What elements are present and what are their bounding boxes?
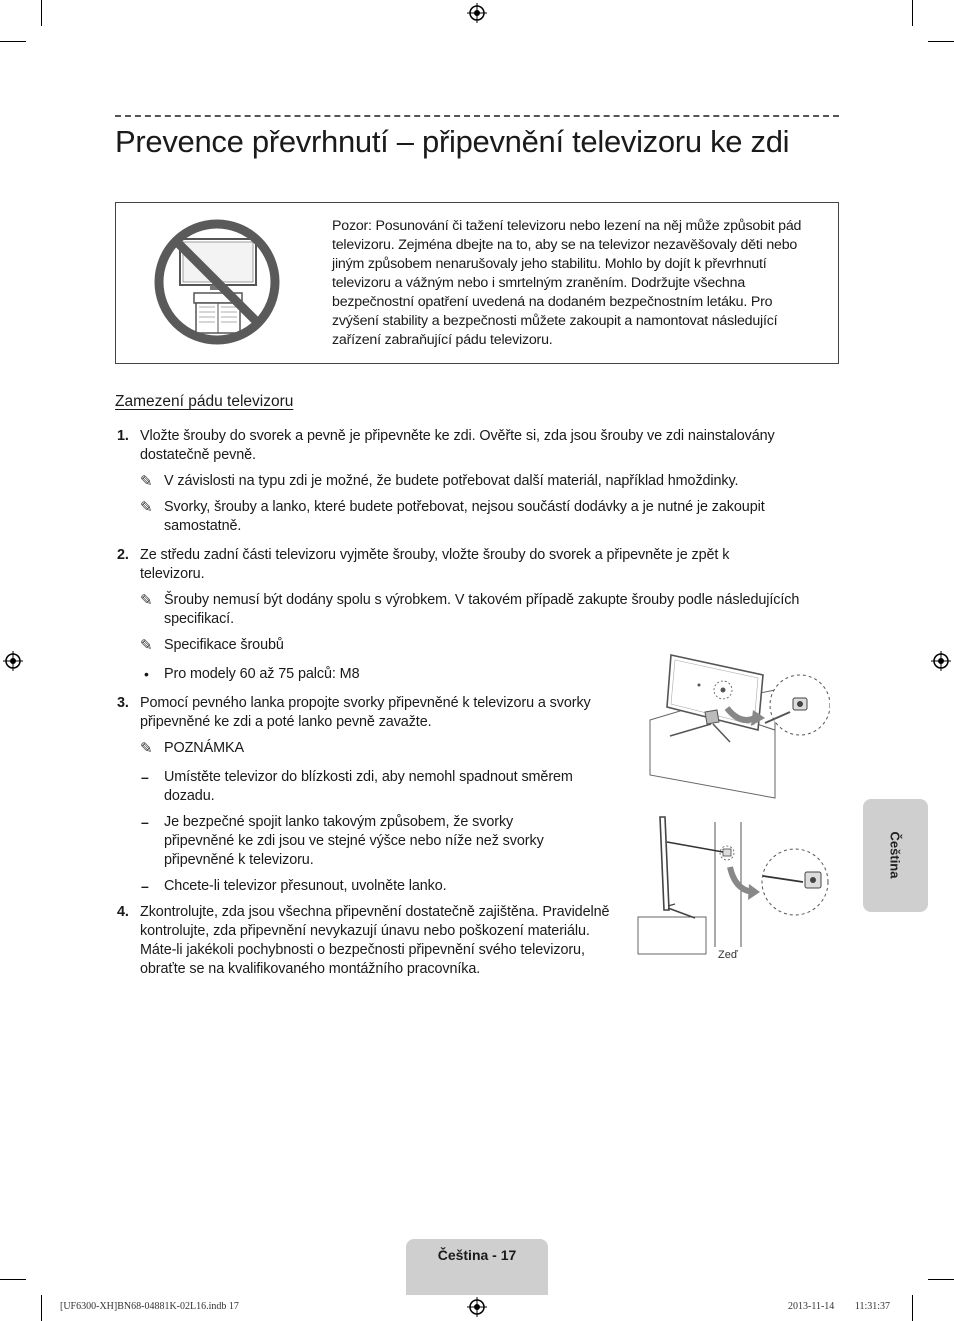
title-rule [115, 115, 839, 117]
bullet-text: Pro modely 60 až 75 palců: M8 [164, 666, 360, 682]
step-text: Zkontrolujte, zda jsou všechna připevnění dostatečně zajištěna. Pravidelně kontrolujte, zda připevnění nevykazují únavu nebo poškození materiálu. Máte-li jakékoli pochybnosti o bezpečnosti připevnění svého televizoru, obraťte se na kvalifikovaného montážního pracovníka. [140, 904, 610, 977]
tv-clamp-illustration [645, 650, 830, 800]
step-number: 1. [117, 428, 129, 444]
bullet-icon: • [144, 666, 149, 682]
page-number: Čeština - 17 [437, 1247, 517, 1263]
dash-text: Je bezpečné spojit lanko takovým způsobem, že svorky připevněné ke zdi jsou ve stejné výšce nebo níže než svorky připevněné k televizoru. [164, 814, 544, 868]
warning-text: Pozor: Posunování či tažení televizoru nebo lezení na něj může způsobit pád televizoru. Zejména dbejte na to, aby se na televizor nezavěšovaly děti nebo jiným způsobem nenarušovaly jeho stabilitu. Mohlo by dojít k převrhnutí televizoru a vážným nebo i smrtelným zraněním. Dodržujte všechna bezpečnostní opatření uvedená na dodaném bezpečnostním letáku. Pro zvýšení stability a bezpečnosti můžete zakoupit a namontovat následující zařízení zabraňující pádu televizoru. [332, 218, 802, 348]
dash-icon: – [141, 878, 149, 894]
note-icon: ✎ [140, 499, 153, 516]
crop-mark [928, 41, 954, 42]
dash-icon: – [141, 769, 149, 785]
tv-wall-side-illustration [635, 812, 830, 957]
registration-mark-icon [467, 3, 487, 23]
section-heading: Zamezení pádu televizoru [115, 393, 294, 410]
imprint-date: 2013-11-14 ￿￿ 11:31:37 [788, 1301, 891, 1312]
step-text: Pomocí pevného lanka propojte svorky připevněné k televizoru a svorky připevněné ke zdi a poté lanko pevně zavažte. [140, 695, 591, 730]
dash-text: Umístěte televizor do blízkosti zdi, aby nemohl spadnout směrem dozadu. [164, 769, 573, 804]
note-icon: ✎ [140, 740, 153, 757]
note-icon: ✎ [140, 637, 153, 654]
note-label: POZNÁMKA [164, 740, 244, 756]
wall-label: Zeď [718, 949, 738, 961]
step-number: 4. [117, 904, 129, 920]
crop-mark [41, 1295, 42, 1321]
step-text: Ze středu zadní části televizoru vyjměte šrouby, vložte šrouby do svorek a připevněte je zpět k televizoru. [140, 547, 730, 582]
crop-mark [0, 41, 26, 42]
side-tab-label: Čeština [887, 831, 903, 879]
note-icon: ✎ [140, 592, 153, 609]
crop-mark [912, 0, 913, 26]
registration-mark-icon [3, 651, 23, 671]
crop-mark [912, 1295, 913, 1321]
dash-icon: – [141, 814, 149, 830]
note-icon: ✎ [140, 473, 153, 490]
note-text: V závislosti na typu zdi je možné, že budete potřebovat další materiál, například hmoždinky. [164, 473, 739, 489]
crop-mark [0, 1279, 26, 1280]
page-number-tab [406, 1239, 548, 1295]
crop-mark [41, 0, 42, 26]
note-text: Šrouby nemusí být dodány spolu s výrobkem. V takovém případě zakupte šrouby podle následujících specifikací. [164, 592, 800, 627]
registration-mark-icon [467, 1297, 487, 1317]
step-number: 3. [117, 695, 129, 711]
warning-box [115, 202, 839, 364]
page-title: Prevence převrhnutí – připevnění televizoru ke zdi [115, 124, 790, 159]
step-number: 2. [117, 547, 129, 563]
registration-mark-icon [931, 651, 951, 671]
no-tv-climbing-icon [152, 217, 282, 347]
language-side-tab [863, 799, 928, 912]
note-text: Svorky, šrouby a lanko, které budete potřebovat, nejsou součástí dodávky a je nutné je zakoupit samostatně. [164, 499, 765, 534]
note-text: Specifikace šroubů [164, 637, 284, 653]
step-text: Vložte šrouby do svorek a pevně je připevněte ke zdi. Ověřte si, zda jsou šrouby ve zdi nainstalovány dostatečně pevně. [140, 428, 775, 463]
crop-mark [928, 1279, 954, 1280]
dash-text: Chcete-li televizor přesunout, uvolněte lanko. [164, 878, 447, 894]
imprint-file: [UF6300-XH]BN68-04881K-02L16.indb 17 [60, 1301, 239, 1312]
